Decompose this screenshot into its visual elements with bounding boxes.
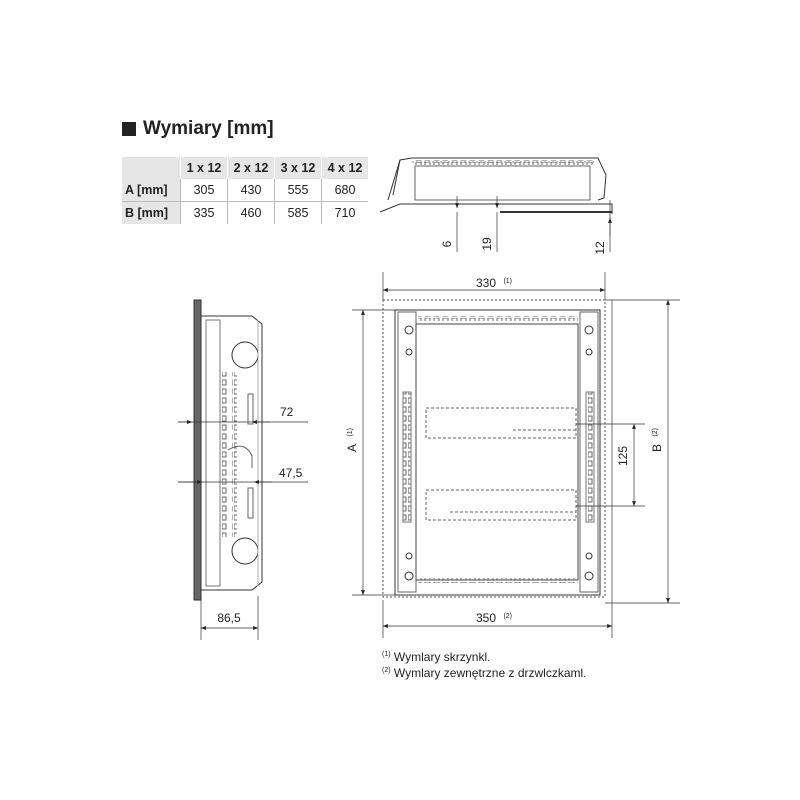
side-view-rail [228, 446, 252, 468]
side-view-clip-bottom [248, 488, 253, 518]
row-header: A [mm] [122, 179, 181, 202]
side-view-ribs [222, 372, 227, 537]
front-view-right-comb [586, 392, 594, 522]
top-view [380, 158, 612, 252]
top-view-edge [393, 160, 400, 195]
front-view-box [395, 310, 600, 595]
front-view [352, 272, 680, 638]
table-cell: 710 [322, 202, 369, 225]
footnote [382, 664, 587, 680]
side-view-ribs-2 [232, 372, 237, 537]
dim-47-label: 47,5 [279, 466, 303, 480]
footnote-marker: (1) [382, 651, 391, 658]
dim-a-label: A $^{(1)}$ [345, 427, 359, 453]
side-view-knockout-bottom [232, 538, 258, 564]
column-header: 1 x 12 [181, 157, 228, 179]
table-cell: 305 [181, 179, 228, 202]
front-view-hole [405, 572, 413, 580]
side-view-flange [206, 320, 220, 586]
front-view-hole [406, 553, 412, 559]
front-view-top-teeth [418, 316, 578, 321]
front-view-hole [585, 326, 593, 334]
footnote-text: Wymlary zewnętrzne z drzwlczkaml. [393, 666, 587, 680]
footnote-text: Wymlary skrzynkl. [393, 650, 491, 664]
column-header: 4 x 12 [322, 157, 369, 179]
front-view-rail-upper [426, 408, 576, 438]
front-view-hole [406, 349, 412, 355]
front-view-hole [585, 572, 593, 580]
table-cell: 555 [275, 179, 322, 202]
side-view-door [194, 300, 201, 600]
side-view-knockout-top [232, 342, 258, 368]
table-cell: 430 [228, 179, 275, 202]
dim-125-label: 125 [616, 445, 630, 467]
dim-72-label: 72 [280, 405, 294, 419]
side-view-outline [201, 316, 262, 590]
footnote-marker: (2) [382, 667, 391, 674]
dim-86-label: 86,5 [217, 611, 241, 625]
front-view-hole [586, 349, 592, 355]
footnote [382, 648, 587, 664]
row-header: B [mm] [122, 202, 181, 225]
table-cell: 680 [322, 179, 369, 202]
column-header: 3 x 12 [275, 157, 322, 179]
dim-350-label: 350 $^{(2)}$ [475, 611, 513, 625]
table-cell: 335 [181, 202, 228, 225]
dim-12-label: 12 [593, 241, 607, 255]
side-view-clip-top [248, 394, 253, 424]
footnotes [382, 648, 587, 680]
table-cell: 585 [275, 202, 322, 225]
front-view-inner-panel [416, 324, 578, 580]
front-view-rail-lower [426, 490, 576, 520]
dim-6-label: 6 [440, 240, 454, 248]
front-view-left-comb [403, 392, 411, 522]
dim-19-label: 19 [480, 237, 494, 251]
dim-b-label: B $^{(2)}$ [650, 427, 664, 453]
top-view-ribs [415, 160, 593, 165]
title-text: Wymiary [mm] [143, 118, 274, 139]
table-cell: 460 [228, 202, 275, 225]
dim-330-label: 330 $^{(1)}$ [475, 276, 513, 290]
front-view-hole [586, 553, 592, 559]
column-header: 2 x 12 [228, 157, 275, 179]
top-view-body [415, 166, 590, 200]
front-view-hole [405, 326, 413, 334]
